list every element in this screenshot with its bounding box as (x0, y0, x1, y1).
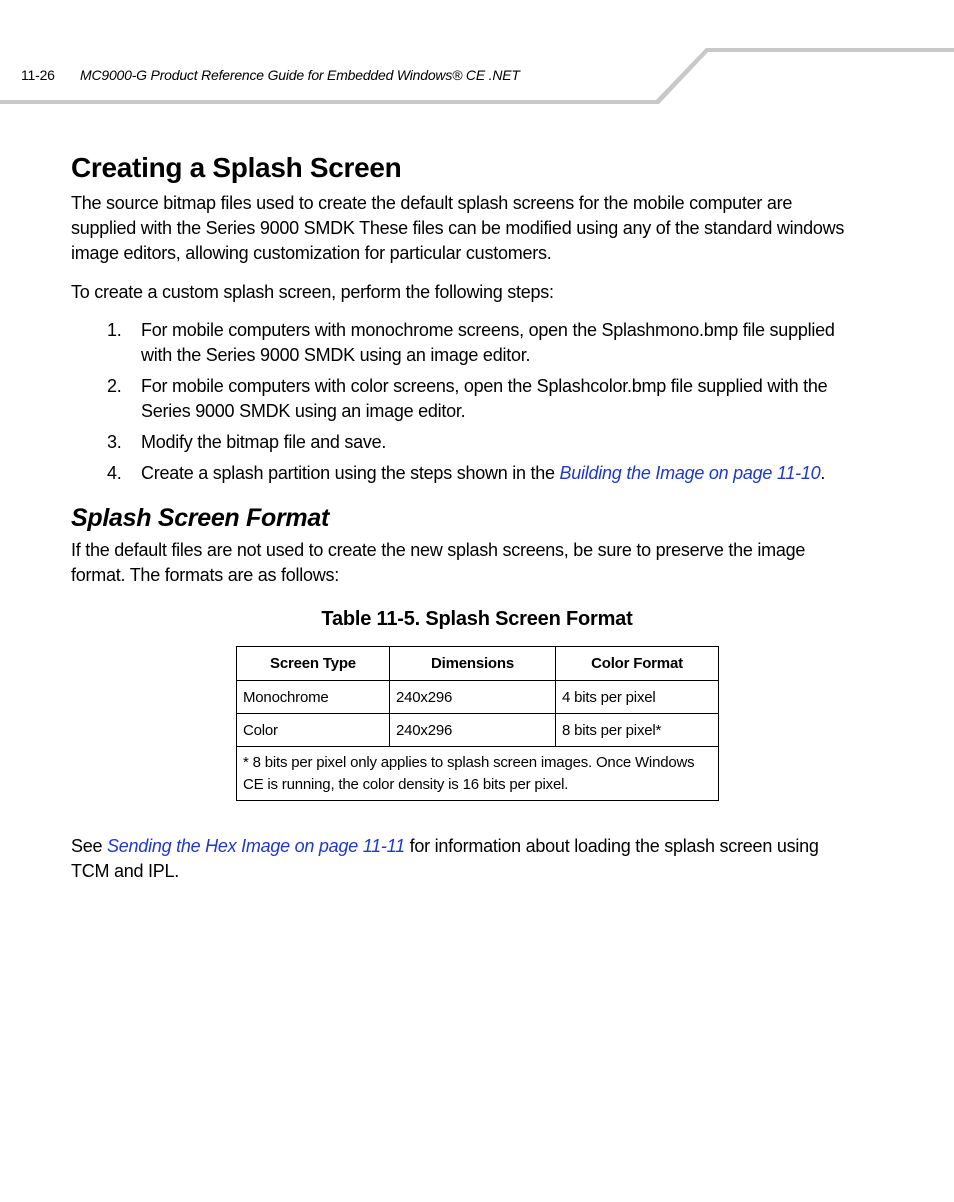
closing-text-after: for information about loading the splash screen using TCM and IPL. (71, 836, 819, 881)
table-caption: Table 11-5. Splash Screen Format (321, 608, 633, 630)
step-text-after: . (820, 463, 826, 483)
column-header: Dimensions (390, 647, 556, 681)
header-rule-graphic (0, 0, 954, 110)
table-cell: 4 bits per pixel (556, 681, 719, 714)
closing-paragraph (71, 834, 861, 884)
section-title: Creating a Splash Screen (71, 152, 402, 183)
sending-hex-image-link[interactable]: Sending the Hex Image on page 11-11 (107, 836, 405, 856)
step-number: 4. (107, 463, 122, 483)
closing-text-before: See (71, 836, 108, 856)
column-header: Screen Type (237, 647, 390, 681)
page-content (71, 148, 861, 884)
list-item (71, 374, 861, 424)
table-cell: 240x296 (390, 681, 556, 714)
table-note-row (237, 747, 719, 801)
subsection-title: Splash Screen Format (71, 504, 329, 532)
list-item (71, 318, 861, 368)
table-row (237, 714, 719, 747)
step-number: 2. (107, 376, 122, 396)
document-title: MC9000-G Product Reference Guide for Embedded Windows® CE .NET (80, 67, 520, 83)
table-cell: 8 bits per pixel* (556, 714, 719, 747)
step-text: Modify the bitmap file and save. (141, 432, 387, 452)
page-header (0, 0, 954, 110)
table-header-row (237, 647, 719, 681)
page-number: 11-26 (21, 67, 55, 83)
subsection-intro: If the default files are not used to create the new splash screens, be sure to preserve the image format. The formats are as follows: (71, 540, 806, 585)
table-note: * 8 bits per pixel only applies to splash screen images. Once Windows CE is running, the color density is 16 bits per pixel. (237, 747, 719, 801)
list-item (71, 461, 861, 486)
steps-list (71, 318, 861, 486)
step-text: For mobile computers with color screens, open the Splashcolor.bmp file supplied with the Series 9000 SMDK using an image editor. (141, 376, 828, 421)
step-text: For mobile computers with monochrome screens, open the Splashmono.bmp file supplied with the Series 9000 SMDK using an image editor. (141, 320, 835, 365)
step-number: 1. (107, 320, 122, 340)
step-number: 3. (107, 432, 122, 452)
step-text (141, 461, 861, 486)
splash-format-table (236, 646, 719, 801)
table-cell: 240x296 (390, 714, 556, 747)
table-cell: Monochrome (237, 681, 390, 714)
table-cell: Color (237, 714, 390, 747)
step-text-before: Create a splash partition using the steps shown in the (141, 463, 560, 483)
steps-intro: To create a custom splash screen, perform the following steps: (71, 282, 554, 302)
list-item (71, 430, 861, 455)
table-row (237, 681, 719, 714)
building-image-link[interactable]: Building the Image on page 11-10 (559, 463, 821, 483)
section-intro: The source bitmap files used to create the default splash screens for the mobile computer are supplied with the Series 9000 SMDK These files can be modified using any of the standard windows image editors, allowing customization for particular customers. (71, 193, 845, 263)
column-header: Color Format (556, 647, 719, 681)
